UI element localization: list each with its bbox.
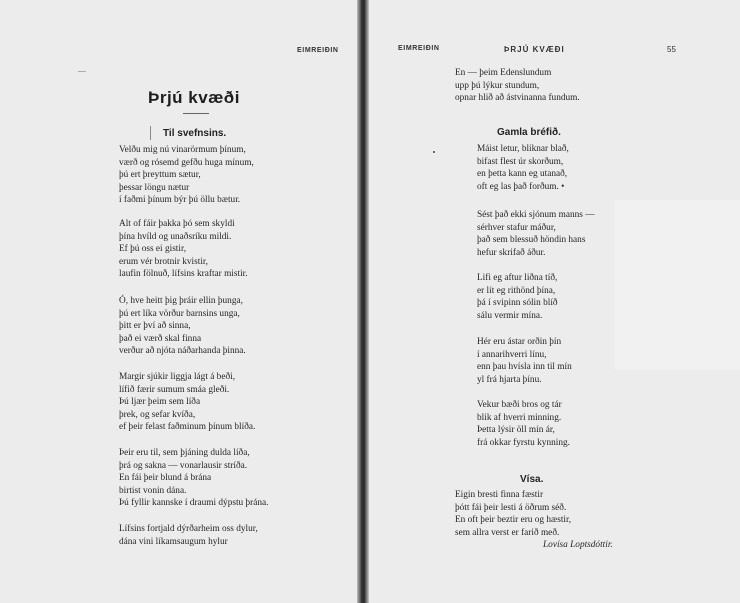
verse-line: Ef þú oss ei gistir, [119, 244, 187, 255]
stray-dot [433, 151, 435, 153]
stanza-gamla-5 [477, 399, 570, 449]
page-title: Þrjú kvæði [148, 88, 240, 107]
verse-line: þína hvíld og unaðsríku mildi. [119, 231, 232, 242]
verse-line: Þú ljær þeim sem líða [119, 397, 201, 408]
verse-line: Lifi eg aftur liðna tíð, [477, 273, 558, 283]
verse-line: í faðmi þínum býr þú öllu bætur. [119, 195, 241, 206]
verse-line: frá okkar fyrstu kynning. [477, 437, 570, 448]
fold-mark [150, 126, 151, 140]
stanza-visa [455, 489, 571, 539]
stanza-gamla-4 [477, 336, 572, 386]
verse-line: sálu vermir mína. [477, 310, 543, 321]
verse-line: bifast flest úr skorðum, [477, 156, 564, 167]
poem-heading-gamla-brefid: Gamla bréfið. [497, 127, 561, 138]
verse-line: værð og rósemd gefðu huga mínum, [119, 157, 254, 168]
page-shading [615, 200, 740, 370]
verse-line: Margir sjúkir liggja lágt á beði, [119, 372, 236, 382]
verse-line: þótt fái þeir lesti á öðrum séð. [455, 502, 567, 513]
verse-line: en þetta kann eg utanað, [477, 169, 568, 180]
stanza-gamla-1 [477, 143, 569, 193]
verse-line: En oft þeir beztir eru og hæstir, [455, 515, 572, 526]
verse-line: það ei værð skal finna [119, 333, 202, 344]
margin-mark [78, 71, 86, 72]
running-head-title: ÞRJÚ KVÆÐI [504, 45, 565, 54]
verse-line: lífið færir sumum smáa gleði. [119, 384, 230, 395]
stanza-1 [119, 144, 254, 207]
running-head-left: EIMREIÐIN [297, 47, 339, 54]
verse-line: enn þau hvísla inn til mín [477, 362, 572, 373]
verse-line: þessar löngu nætur [119, 182, 190, 193]
running-head-journal: EIMREIÐIN [398, 45, 440, 52]
verse-line: hefur skrifað áður. [477, 247, 546, 258]
verse-line: Þeir eru til, sem þjáning dulda líða, [119, 448, 250, 458]
verse-line: þrek, og sefar kvíða, [119, 409, 196, 420]
stanza-gamla-3 [477, 272, 558, 322]
verse-line: Þetta lýsir öll mín ár, [477, 425, 555, 436]
verse-line: Sést það ekki sjónum manns — [477, 210, 595, 220]
verse-line: ef þeir felast faðminum þínum blíða. [119, 422, 256, 433]
verse-line: sérhver stafur máður, [477, 222, 556, 233]
verse-line: blik af hverri minning. [477, 412, 562, 423]
poem-heading-til-svefnsins: Til svefnsins. [163, 128, 227, 139]
left-page [0, 0, 357, 603]
verse-line: En fái þeir blund á brána [119, 473, 212, 484]
book-gutter [357, 0, 369, 603]
verse-line: yl frá hjarta þínu. [477, 374, 542, 385]
verse-line: birtist vonin dána. [119, 485, 187, 496]
verse-line: sem allra verst er farið með. [455, 527, 560, 538]
stanza-gamla-2 [477, 209, 595, 259]
author-signature: Lovísa Loptsdóttir. [543, 540, 613, 550]
verse-line: oft eg las það forðum. • [477, 181, 565, 192]
page-number: 55 [667, 45, 676, 54]
verse-line: Eigin bresti finna fæstir [455, 490, 544, 500]
verse-line: laufin fölnuð, lífsins kraftar mistir. [119, 269, 248, 280]
verse-line: þá í svipinn sólin blíð [477, 298, 558, 309]
verse-line: þitt er því að sinna, [119, 321, 191, 332]
verse-line: verður að njóta náðarhanda þinna. [119, 346, 246, 357]
poem-heading-visa: Vísa. [520, 474, 544, 485]
title-rule [183, 113, 209, 114]
verse-line: Lífsins fortjald dýrðarheim oss dylur, [119, 524, 258, 534]
verse-line: En — þeim Edenslundum [455, 68, 552, 78]
stanza-6 [119, 523, 258, 548]
verse-line: þú ert þreyttum sætur, [119, 170, 201, 181]
verse-line: Vekur bæði bros og tár [477, 400, 562, 410]
verse-line: Þú fyllir kannske í draumi dýpstu þrána. [119, 498, 269, 509]
continuation-stanza [455, 67, 580, 105]
stanza-2 [119, 218, 248, 281]
verse-line: er lít eg rithönd þína, [477, 285, 556, 296]
verse-line: upp þú lýkur stundum, [455, 80, 540, 91]
verse-line: Ó, hve heitt þig þráir ellin þunga, [119, 296, 243, 306]
verse-line: Velðu mig nú vinarörmum þínum, [119, 145, 246, 155]
stanza-4 [119, 371, 255, 434]
stanza-5 [119, 447, 269, 510]
verse-line: Máist letur, bliknar blað, [477, 144, 569, 154]
verse-line: Alt of fáir þakka þó sem skyldi [119, 219, 235, 229]
verse-line: þrá og sakna — vonarlausir stríða. [119, 460, 248, 471]
verse-line: opnar hlið að ástvinanna fundum. [455, 93, 580, 104]
verse-line: þú ert líka vörður barnsins unga, [119, 308, 240, 319]
stanza-3 [119, 295, 246, 358]
verse-line: Hér eru ástar orðin þín [477, 337, 562, 347]
verse-line: í annarihverri línu, [477, 349, 547, 360]
verse-line: erum vér brotnir kvistir, [119, 256, 208, 267]
verse-line: það sem blessuð höndin hans [477, 235, 586, 246]
verse-line: dána vini líkamsaugum hylur [119, 536, 228, 547]
